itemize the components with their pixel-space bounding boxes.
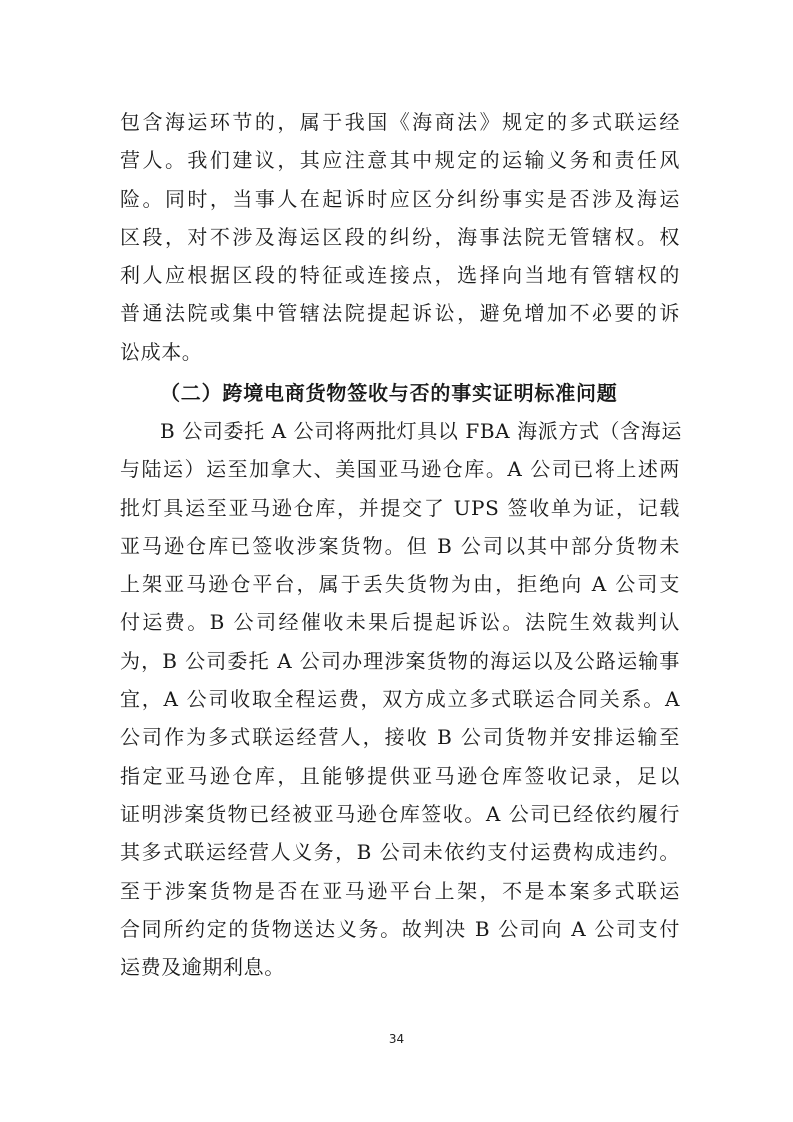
text-line: 营人。我们建议，其应注意其中规定的运输义务和责任风 — [120, 148, 680, 173]
text-line: 宜，A 公司收取全程运费，双方成立多式联运合同关系。A — [120, 687, 680, 712]
text-line: 付运费。B 公司经催收未果后提起诉讼。法院生效裁判认 — [120, 610, 680, 635]
text-line: 包含海运环节的，属于我国《海商法》规定的多式联运经 — [120, 110, 680, 134]
paragraph-2 — [120, 412, 680, 986]
text-line: 为，B 公司委托 A 公司办理涉案货物的海运以及公路运输事 — [120, 648, 680, 673]
text-line: 讼成本。 — [120, 339, 203, 364]
text-line: 普通法院或集中管辖法院提起诉讼，避免增加不必要的诉 — [120, 301, 680, 326]
page-number: 34 — [388, 1032, 405, 1046]
text-line: 批灯具运至亚马逊仓库，并提交了 UPS 签收单为证，记载 — [120, 495, 680, 520]
text-line: 与陆运）运至加拿大、美国亚马逊仓库。A 公司已将上述两 — [120, 457, 680, 482]
text-line: 公司作为多式联运经营人，接收 B 公司货物并安排运输至 — [120, 725, 680, 750]
text-line: 运费及逾期利息。 — [120, 955, 285, 980]
text-line: 利人应根据区段的特征或连接点，选择向当地有管辖权的 — [120, 263, 680, 288]
text-line: 至于涉案货物是否在亚马逊平台上架，不是本案多式联运 — [120, 878, 680, 903]
text-line: 指定亚马逊仓库，且能够提供亚马逊仓库签收记录，足以 — [120, 763, 680, 788]
section-heading: （二）跨境电商货物签收与否的事实证明标准问题 — [160, 381, 618, 405]
text-line: 其多式联运经营人义务，B 公司未依约支付运费构成违约。 — [120, 840, 680, 865]
text-line: 合同所约定的货物送达义务。故判决 B 公司向 A 公司支付 — [120, 916, 680, 941]
text-line: 上架亚马逊仓平台，属于丢失货物为由，拒绝向 A 公司支 — [120, 572, 680, 597]
text-line: B 公司委托 A 公司将两批灯具以 FBA 海派方式（含海运 — [160, 419, 682, 443]
paragraph-1 — [120, 103, 680, 371]
text-line: 区段，对不涉及海运区段的纠纷，海事法院无管辖权。权 — [120, 224, 680, 249]
text-line: 险。同时，当事人在起诉时应区分纠纷事实是否涉及海运 — [120, 186, 680, 211]
section-heading-block — [120, 374, 680, 412]
text-line: 亚马逊仓库已签收涉案货物。但 B 公司以其中部分货物未 — [120, 533, 680, 558]
text-line: 证明涉案货物已经被亚马逊仓库签收。A 公司已经依约履行 — [120, 801, 680, 826]
